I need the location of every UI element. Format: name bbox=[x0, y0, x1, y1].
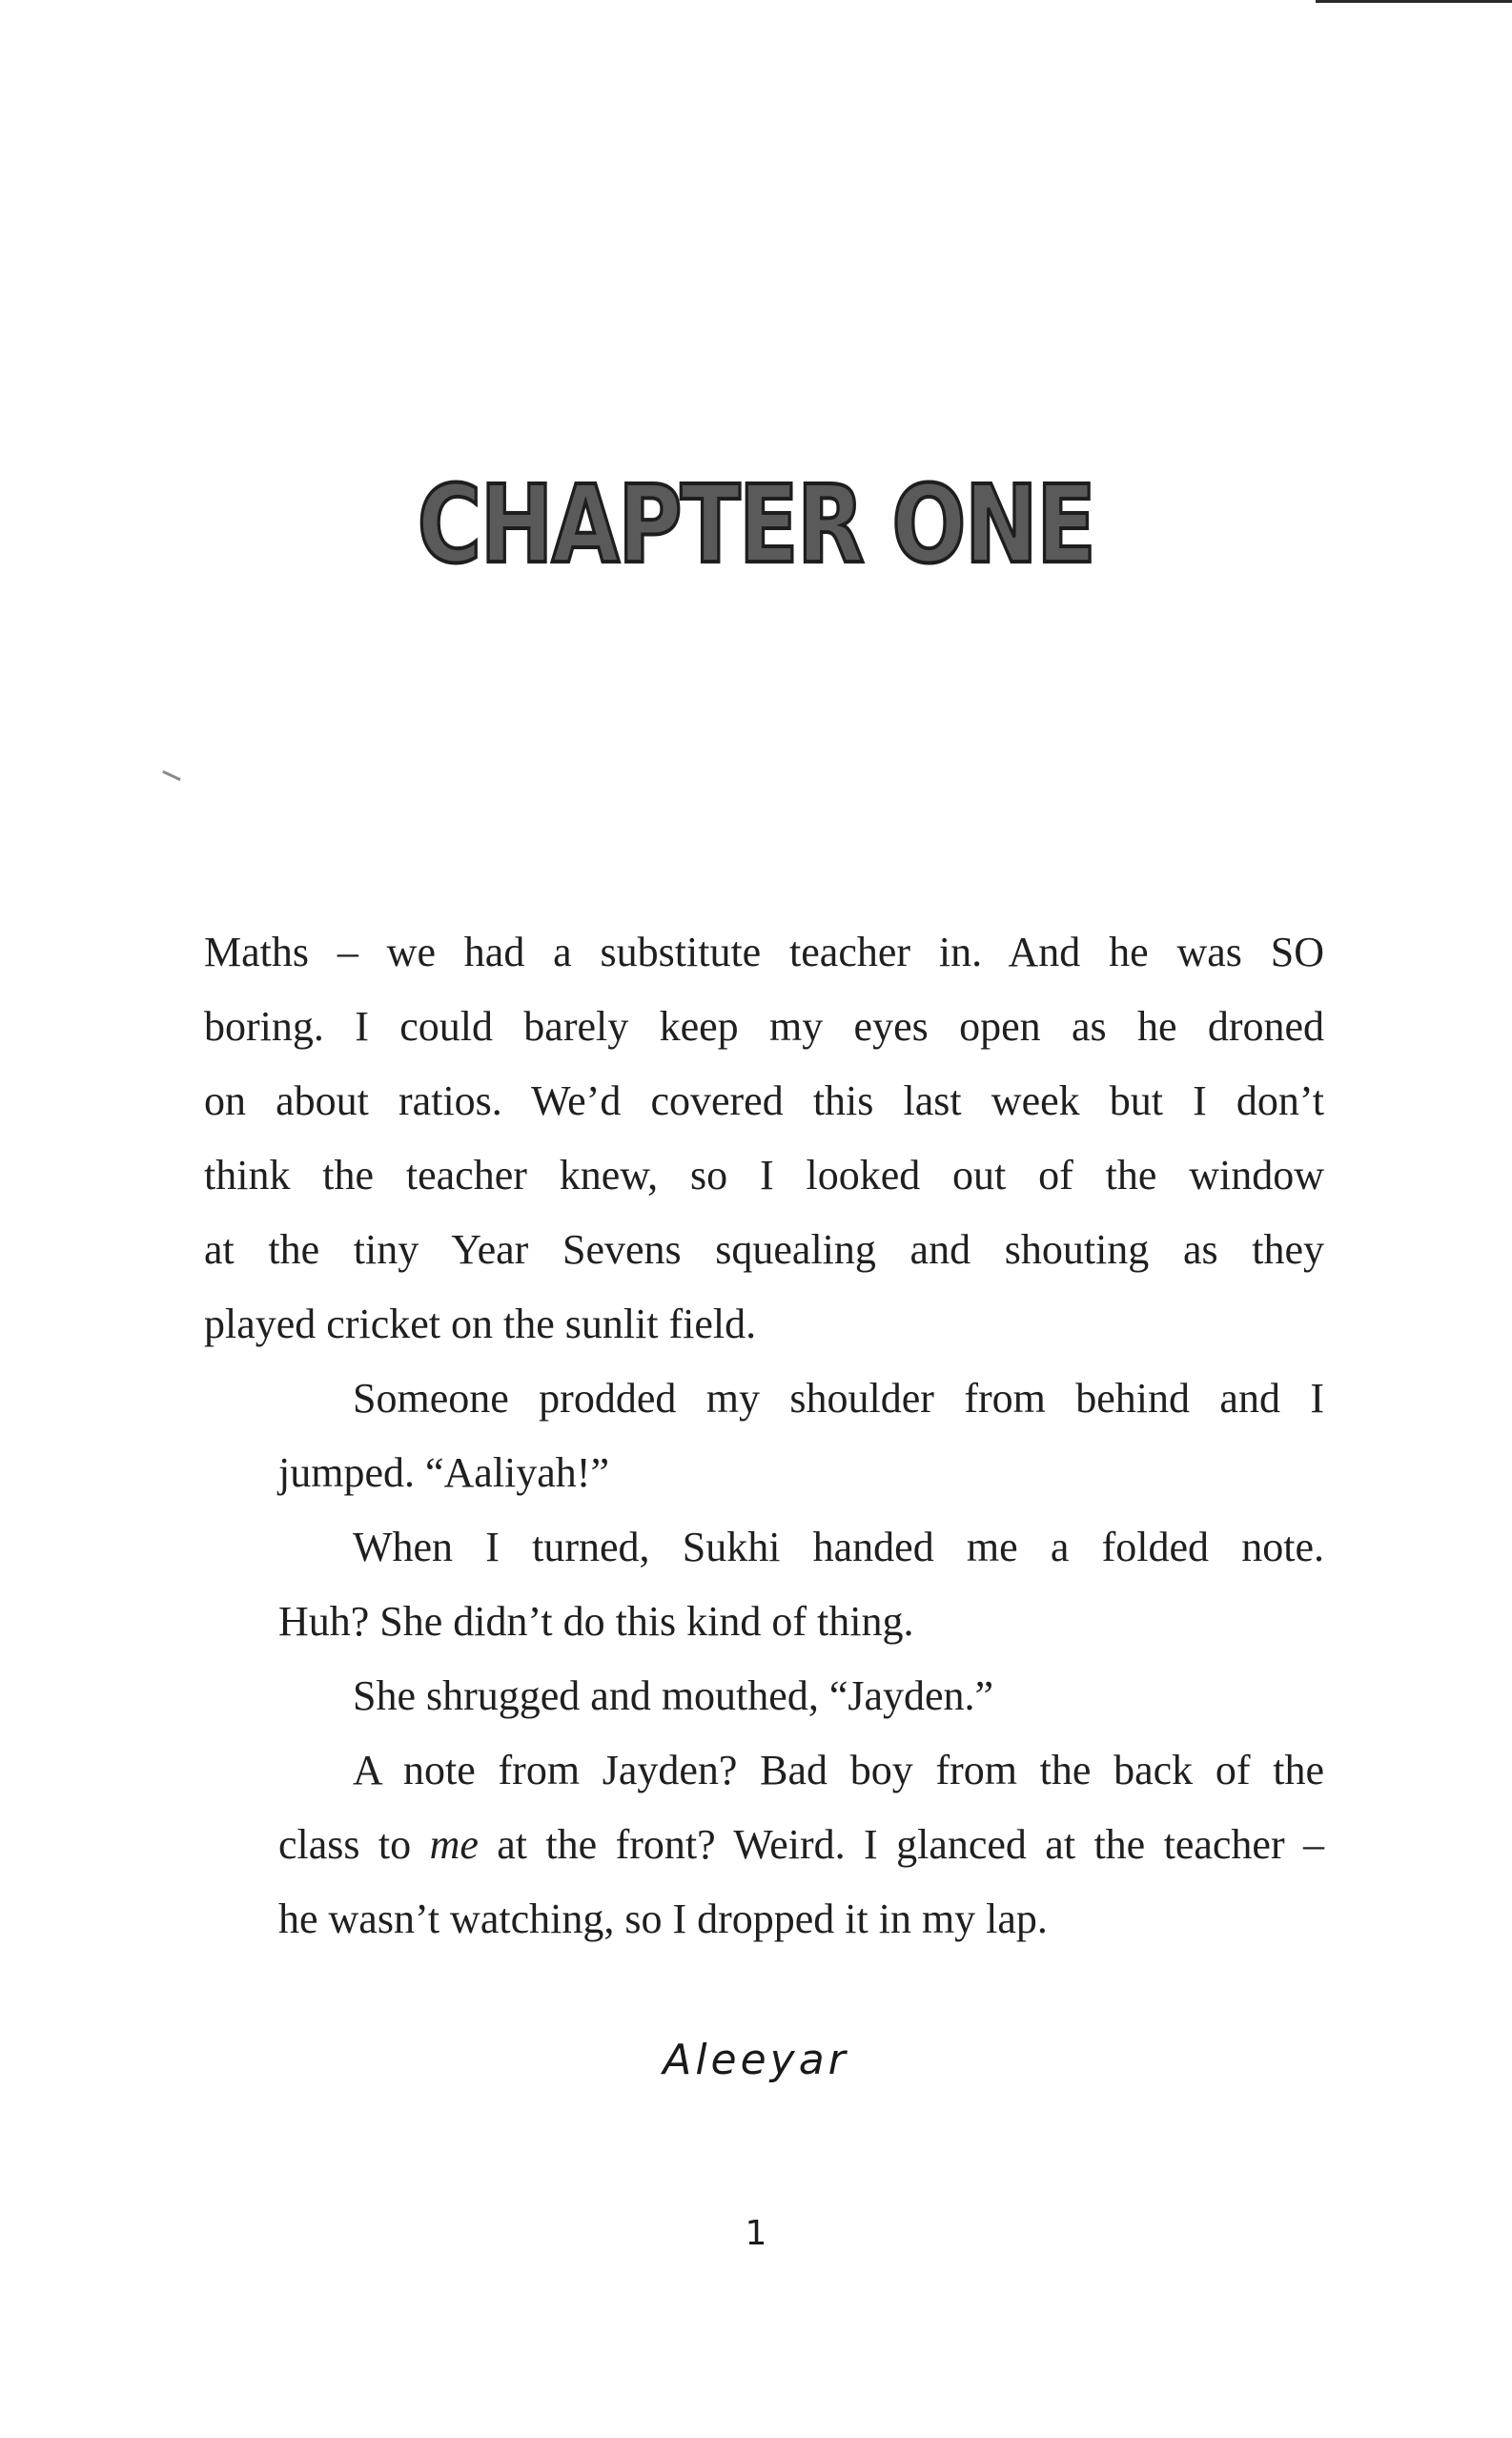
top-edge-rule bbox=[1316, 0, 1512, 3]
text-line: A note from Jayden? Bad boy from the back of the bbox=[353, 1747, 1324, 1793]
text-line: Huh? She didn’t do this kind of thing. bbox=[278, 1598, 914, 1645]
scan-speck bbox=[162, 770, 180, 781]
text-line: at the tiny Year Sevens squealing and shouting as they bbox=[204, 1226, 1324, 1273]
paragraph bbox=[204, 1362, 1324, 1510]
page-number: 1 bbox=[745, 2214, 767, 2253]
paragraph bbox=[204, 1510, 1324, 1659]
text-line: Maths – we had a substitute teacher in. And he was SO bbox=[204, 929, 1324, 975]
text-line: he wasn’t watching, so I dropped it in my lap. bbox=[278, 1895, 1048, 1942]
paragraph bbox=[204, 1733, 1324, 1957]
chapter-body bbox=[204, 915, 1324, 1957]
chapter-title: CHAPTER ONE bbox=[417, 463, 1095, 587]
emphasis: me bbox=[429, 1821, 479, 1868]
text-line: class to me at the front? Weird. I glanced at the teacher – bbox=[278, 1821, 1324, 1868]
text-line: boring. I could barely keep my eyes open as he droned bbox=[204, 1003, 1324, 1050]
text-line: When I turned, Sukhi handed me a folded note. bbox=[353, 1524, 1324, 1570]
text-line: played cricket on the sunlit field. bbox=[204, 1301, 757, 1347]
paragraph bbox=[204, 915, 1324, 1362]
paragraph bbox=[204, 1659, 1324, 1733]
text-line: jumped. “Aaliyah!” bbox=[278, 1449, 609, 1496]
text-line: think the teacher knew, so I looked out of the window bbox=[204, 1152, 1324, 1199]
text-line: Someone prodded my shoulder from behind and I bbox=[353, 1375, 1324, 1422]
text-line: on about ratios. We’d covered this last week but I don’t bbox=[204, 1077, 1324, 1124]
text-line: She shrugged and mouthed, “Jayden.” bbox=[353, 1672, 994, 1719]
handwritten-signature: Aleeyar bbox=[663, 2036, 849, 2084]
